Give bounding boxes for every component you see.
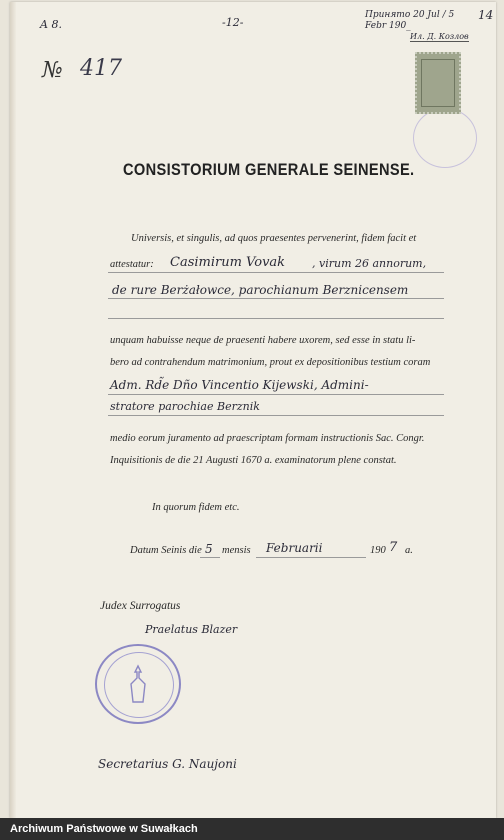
form-rule xyxy=(200,557,220,558)
judex-signature: Praelatus Blazer xyxy=(145,623,238,636)
attest-age: , virum 26 annorum, xyxy=(312,257,427,270)
text-line-bero: bero ad contrahendum matrimonium, prout ex depositionibus testium coram xyxy=(110,357,431,368)
judex-label: Judex Surrogatus xyxy=(100,600,181,612)
attest-name: Casimirum Vovak xyxy=(170,255,286,270)
number-label: № xyxy=(42,58,63,83)
attest-label: attestatur: xyxy=(110,259,154,270)
secretarius-signature: Secretarius G. Naujoni xyxy=(98,757,237,771)
page-mark: -12- xyxy=(222,16,244,29)
page-binding-edge xyxy=(10,2,16,818)
top-right-note: Принято 20 Jul / 5 Febr 190_ xyxy=(365,10,455,31)
revenue-stamp xyxy=(415,52,461,114)
archive-footer: Archiwum Państwowe w Suwałkach xyxy=(0,818,504,840)
form-rule xyxy=(256,557,366,558)
form-rule xyxy=(108,318,444,319)
form-rule xyxy=(108,298,444,299)
left-archive-mark: A 8. xyxy=(40,18,62,31)
datum-day: 5 xyxy=(205,542,213,556)
datum-suffix: a. xyxy=(405,545,413,556)
seal-figure-icon xyxy=(127,664,149,704)
form-rule xyxy=(108,415,444,416)
villa-line: de rure Berżałowce, parochianum Berznicensem xyxy=(112,283,409,297)
document-title: CONSISTORIUM GENERALE SEINENSE. xyxy=(123,160,415,179)
text-line-universis: Universis, et singulis, ad quos praesentes pervenerint, fidem facit et xyxy=(131,233,417,244)
form-rule xyxy=(108,272,444,273)
text-line-inquis: Inquisitionis de die 21 Augusti 1670 a. examinatorum plene constat. xyxy=(110,455,397,466)
form-rule xyxy=(108,394,444,395)
datum-mensis: mensis xyxy=(222,545,251,556)
top-right-signature: Ил. Д. Козлов xyxy=(410,32,469,41)
datum-month: Februarii xyxy=(266,541,323,555)
text-line-unquam: unquam habuisse neque de praesenti habere uxorem, sed esse in statu li- xyxy=(110,335,416,346)
witness-line-1: Adm. Rd̃e Dño Vincentio Kijewski, Admini- xyxy=(110,378,369,392)
corner-page-number: 14 xyxy=(478,8,494,22)
datum-prefix: Datum Seinis die xyxy=(130,545,202,556)
in-quorum-text: In quorum fidem etc. xyxy=(152,502,240,513)
witness-line-2: stratore parochiae Berznik xyxy=(110,400,260,413)
number-value: 417 xyxy=(80,56,122,81)
datum-year-print: 190 xyxy=(370,545,386,556)
faded-round-stamp xyxy=(413,108,477,168)
datum-year-hand: 7 xyxy=(389,540,398,555)
text-line-medio: medio eorum juramento ad praescriptam formam instructionis Sac. Congr. xyxy=(110,433,425,444)
